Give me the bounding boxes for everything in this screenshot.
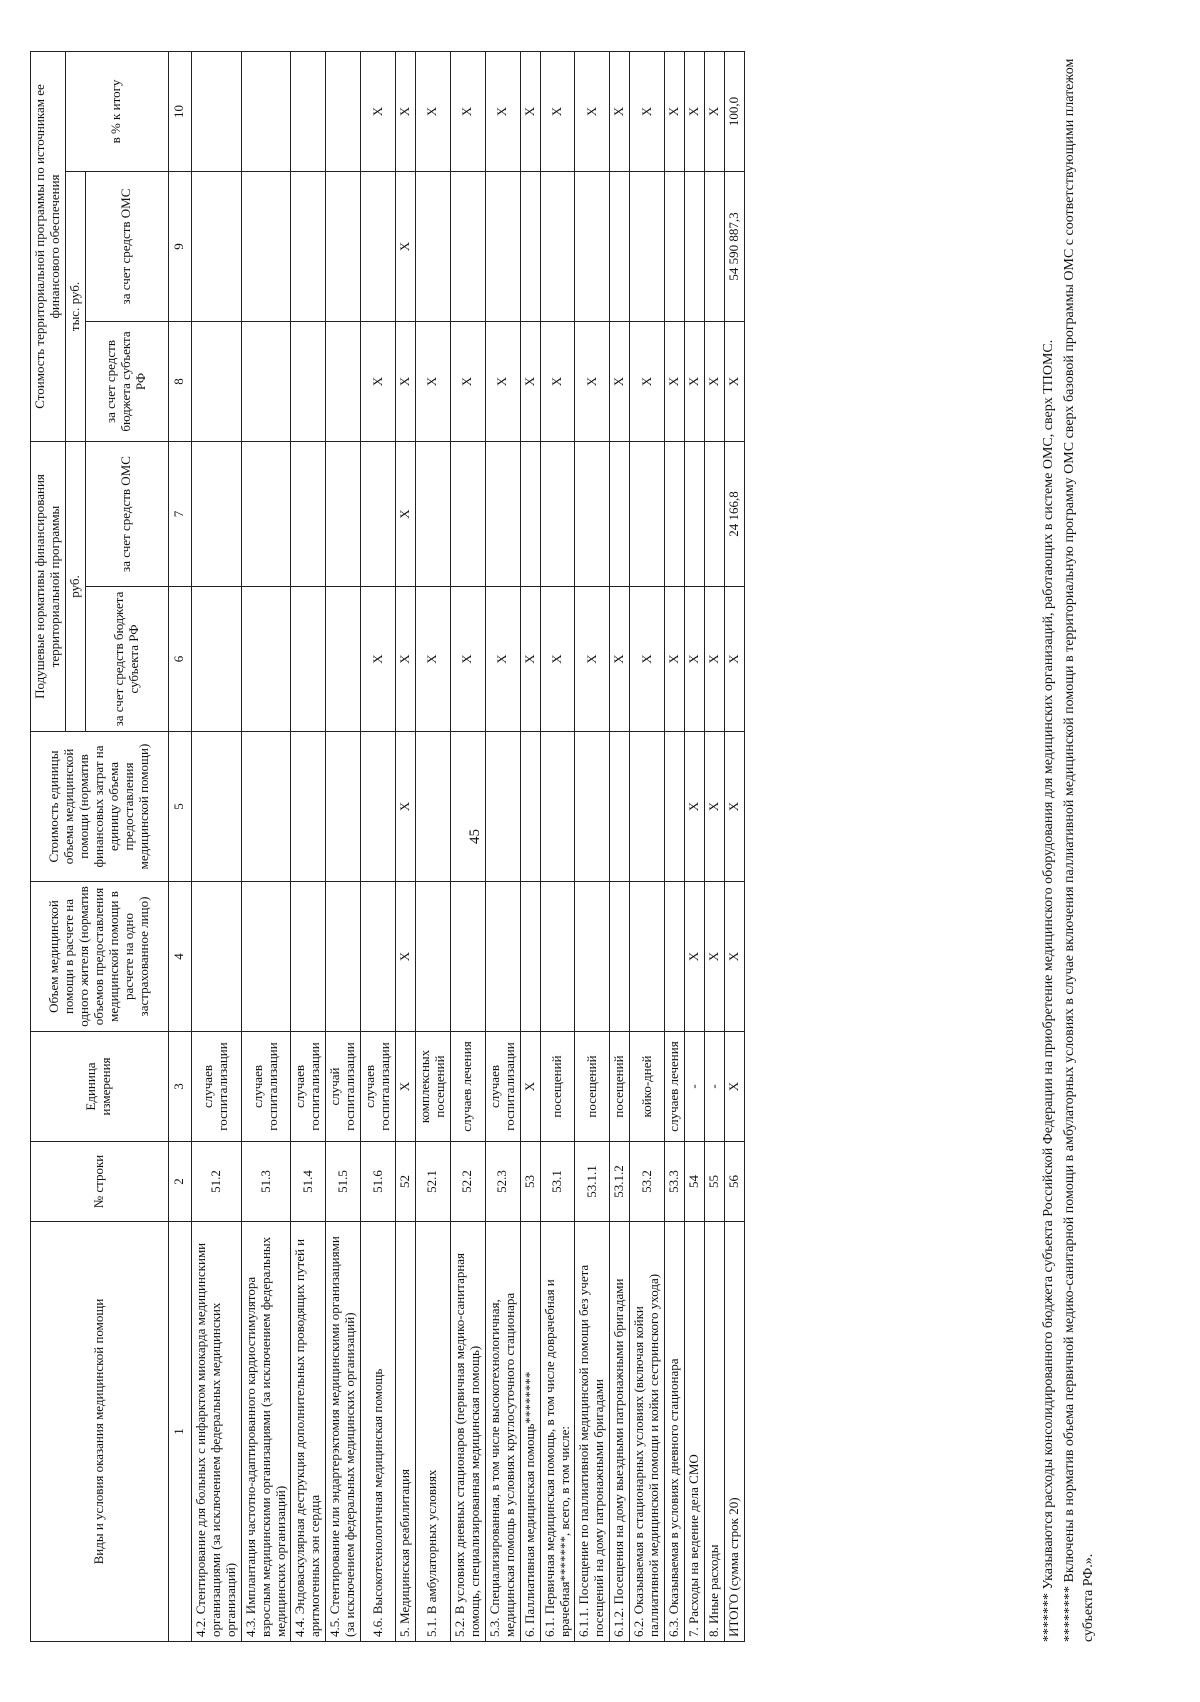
col-num: 1 (168, 1222, 191, 1642)
header-group-norms: Подушевые нормативы финансирования территориальной программы (31, 442, 66, 732)
table-row (610, 51, 630, 1641)
header-unit-trub: тыс. руб. (65, 172, 85, 442)
col-num: 10 (168, 51, 191, 171)
row-unit-cost (416, 732, 451, 882)
row-norm-oms (291, 442, 326, 587)
row-norm-budget: X (630, 587, 665, 732)
table-row (724, 51, 744, 1641)
row-norm-budget: X (705, 587, 725, 732)
col-num: 2 (168, 1142, 191, 1222)
row-unit: посещений (540, 1032, 575, 1142)
row-volume (450, 882, 485, 1032)
row-line-number: 53.1 (540, 1142, 575, 1222)
row-line-number: 53.3 (665, 1142, 685, 1222)
row-volume: X (396, 882, 416, 1032)
row-line-number: 53.1.2 (610, 1142, 630, 1222)
row-norm-budget (326, 587, 361, 732)
row-unit-cost (326, 732, 361, 882)
row-unit-cost (575, 732, 610, 882)
row-norm-oms (450, 442, 485, 587)
row-line-number: 51.6 (361, 1142, 396, 1222)
row-volume (485, 882, 520, 1032)
row-volume: X (724, 882, 744, 1032)
footnote: ******** Включены в норматив объема первичной медико-санитарной помощи в амбулаторных условиях в случае включения паллиативной медицинской помощи в территориальную программу ОМС сверх базовой программы ОМС с соответствующими платежом субъекта РФ.». (1061, 58, 1096, 1642)
row-percent: X (665, 51, 685, 171)
row-norm-budget (241, 587, 291, 732)
row-cost-oms (520, 172, 540, 322)
table-row (326, 51, 361, 1641)
row-line-number: 51.5 (326, 1142, 361, 1222)
row-percent: X (705, 51, 725, 171)
header-percent: в % к итогу (65, 51, 168, 171)
row-name: 6.1.1. Посещение по паллиативной медицинской помощи без учета посещений на дому патронажными бригадами (575, 1222, 610, 1642)
row-percent: X (575, 51, 610, 171)
row-norm-oms (520, 442, 540, 587)
header-types: Виды и условия оказания медицинской помощи (31, 1222, 169, 1642)
row-unit-cost (450, 732, 485, 882)
row-unit-cost (191, 732, 241, 882)
row-percent (326, 51, 361, 171)
row-line-number: 54 (685, 1142, 705, 1222)
row-percent: X (540, 51, 575, 171)
row-name: 7. Расходы на ведение дела СМО (685, 1222, 705, 1642)
table-container (30, 52, 745, 1642)
row-unit: комплексных посещений (416, 1032, 451, 1142)
header-unit: Единица измерения (31, 1032, 169, 1142)
row-volume: X (705, 882, 725, 1032)
row-norm-budget: X (610, 587, 630, 732)
row-line-number: 53.1.1 (575, 1142, 610, 1222)
row-cost-oms (485, 172, 520, 322)
row-cost-oms (361, 172, 396, 322)
row-line-number: 52 (396, 1142, 416, 1222)
row-norm-oms (665, 442, 685, 587)
col-num: 4 (168, 882, 191, 1032)
col-num: 9 (168, 172, 191, 322)
header-line-number: № строки (31, 1142, 169, 1222)
row-cost-budget: X (396, 322, 416, 442)
row-unit-cost (540, 732, 575, 882)
row-cost-oms (540, 172, 575, 322)
table-row (630, 51, 665, 1641)
table-row (291, 51, 326, 1641)
row-line-number: 51.2 (191, 1142, 241, 1222)
row-unit: случаев госпитализации (241, 1032, 291, 1142)
row-norm-budget: X (665, 587, 685, 732)
row-percent: X (520, 51, 540, 171)
row-name: 5.3. Специализированная, в том числе высокотехнологичная, медицинская помощь в условиях круглосуточного стационара (485, 1222, 520, 1642)
row-norm-oms (630, 442, 665, 587)
row-volume (191, 882, 241, 1032)
row-unit-cost (610, 732, 630, 882)
row-unit: X (724, 1032, 744, 1142)
row-unit-cost (665, 732, 685, 882)
row-norm-budget: X (396, 587, 416, 732)
row-percent: X (685, 51, 705, 171)
row-name: 6.2. Оказываемая в стационарных условиях (включая койки паллиативной медицинской помощи и койки сестринского ухода) (630, 1222, 665, 1642)
table-row (241, 51, 291, 1641)
row-unit: случаев госпитализации (361, 1032, 396, 1142)
row-unit-cost (291, 732, 326, 882)
row-unit: случаев лечения (450, 1032, 485, 1142)
row-line-number: 53 (520, 1142, 540, 1222)
row-volume (610, 882, 630, 1032)
row-volume (520, 882, 540, 1032)
row-percent: X (630, 51, 665, 171)
row-volume (665, 882, 685, 1032)
row-norm-oms (241, 442, 291, 587)
col-num: 3 (168, 1032, 191, 1142)
row-norm-budget: X (485, 587, 520, 732)
row-percent: X (396, 51, 416, 171)
row-unit: случаев госпитализации (291, 1032, 326, 1142)
row-name: 4.3. Имплантация частотно-адаптированного кардиостимулятора взрослым медицинскими организациями (за исключением федеральных медицинских организаций) (241, 1222, 291, 1642)
row-unit-cost (630, 732, 665, 882)
table-row (191, 51, 241, 1641)
col-num: 7 (168, 442, 191, 587)
page-number: 45 (467, 829, 483, 844)
row-cost-oms (630, 172, 665, 322)
row-line-number: 55 (705, 1142, 725, 1222)
header-group-cost: Стоимость территориальной программы по источникам ее финансового обеспечения (31, 51, 66, 441)
row-volume (241, 882, 291, 1032)
row-norm-oms (540, 442, 575, 587)
row-norm-budget (191, 587, 241, 732)
row-unit-cost: X (705, 732, 725, 882)
table-row (361, 51, 396, 1641)
row-norm-oms (575, 442, 610, 587)
row-volume (361, 882, 396, 1032)
row-norm-oms (685, 442, 705, 587)
row-percent: X (361, 51, 396, 171)
row-name: 6.1. Первичная медицинская помощь, в том числе доврачебная и врачебная*******, всего, в том числе: (540, 1222, 575, 1642)
row-unit-cost (520, 732, 540, 882)
table-row (520, 51, 540, 1641)
row-volume (416, 882, 451, 1032)
col-num: 8 (168, 322, 191, 442)
row-unit: случаев госпитализации (191, 1032, 241, 1142)
table-row (485, 51, 520, 1641)
row-line-number: 51.3 (241, 1142, 291, 1222)
row-norm-budget: X (361, 587, 396, 732)
row-line-number: 52.2 (450, 1142, 485, 1222)
row-unit-cost (241, 732, 291, 882)
row-line-number: 52.3 (485, 1142, 520, 1222)
row-norm-oms (361, 442, 396, 587)
row-norm-budget: X (685, 587, 705, 732)
row-name: 4.6. Высокотехнологичная медицинская помощь (361, 1222, 396, 1642)
row-name: 4.4. Эндоваскулярная деструкция дополнительных проводящих путей и аритмогенных зон сердца (291, 1222, 326, 1642)
row-name: 6.1.2. Посещения на дому выездными патронажными бригадами (610, 1222, 630, 1642)
row-norm-budget: X (575, 587, 610, 732)
table-row (450, 51, 485, 1641)
row-norm-budget: X (724, 587, 744, 732)
row-unit-cost: X (724, 732, 744, 882)
row-name: 6.3. Оказываемая в условиях дневного стационара (665, 1222, 685, 1642)
row-line-number: 52.1 (416, 1142, 451, 1222)
row-percent (241, 51, 291, 171)
row-unit-cost (485, 732, 520, 882)
row-line-number: 51.4 (291, 1142, 326, 1222)
row-cost-oms (291, 172, 326, 322)
row-cost-budget: X (520, 322, 540, 442)
row-cost-oms (191, 172, 241, 322)
header-volume: Объем медицинской помощи в расчете на одного жителя (норматив объемов предоставления медицинской помощи в расчете на одно застрахованное лицо) (31, 882, 169, 1032)
table-row (416, 51, 451, 1641)
row-volume (540, 882, 575, 1032)
row-line-number: 56 (724, 1142, 744, 1222)
row-cost-budget (191, 322, 241, 442)
row-cost-budget (326, 322, 361, 442)
table-row (575, 51, 610, 1641)
row-volume: X (685, 882, 705, 1032)
header-unit-rub: руб. (65, 442, 85, 732)
financing-table (30, 51, 745, 1642)
row-cost-oms (685, 172, 705, 322)
footnote: ******* Указываются расходы консолидированного бюджета субъекта Российской Федерации на приобретение медицинского оборудования для медицинских организаций, работающих в системе ОМС, сверх ТПОМС. (1041, 339, 1056, 1642)
row-cost-oms (450, 172, 485, 322)
header-norm-oms: за счет средств ОМС (85, 442, 168, 587)
row-cost-budget (241, 322, 291, 442)
row-name: 5. Медицинская реабилитация (396, 1222, 416, 1642)
row-cost-oms (665, 172, 685, 322)
col-num: 6 (168, 587, 191, 732)
row-norm-budget: X (416, 587, 451, 732)
row-unit: - (705, 1032, 725, 1142)
row-norm-oms (191, 442, 241, 587)
row-cost-oms (705, 172, 725, 322)
row-cost-oms: X (396, 172, 416, 322)
row-norm-budget: X (450, 587, 485, 732)
row-norm-oms: 24 166,8 (724, 442, 744, 587)
row-cost-budget: X (685, 322, 705, 442)
row-unit: случай госпитализации (326, 1032, 361, 1142)
row-volume (630, 882, 665, 1032)
header-unit-cost: Стоимость единицы объема медицинской помощи (норматив финансовых затрат на единицу объема предоставления медицинской помощи) (31, 732, 169, 882)
header-cost-oms: за счет средств ОМС (85, 172, 168, 322)
row-cost-oms (326, 172, 361, 322)
row-cost-budget: X (450, 322, 485, 442)
row-cost-oms (575, 172, 610, 322)
row-percent: X (416, 51, 451, 171)
row-unit-cost: X (685, 732, 705, 882)
header-cost-budget: за счет средств бюджета субъекта РФ (85, 322, 168, 442)
row-norm-oms (326, 442, 361, 587)
row-name: 4.2. Стентирование для больных с инфарктом миокарда медицинскими организациями (за исключением федеральных медицинских организаций) (191, 1222, 241, 1642)
header-norm-budget: за счет средств бюджета субъекта РФ (85, 587, 168, 732)
row-unit: случаев госпитализации (485, 1032, 520, 1142)
row-norm-budget (291, 587, 326, 732)
row-cost-budget: X (630, 322, 665, 442)
row-unit: посещений (575, 1032, 610, 1142)
row-unit: X (396, 1032, 416, 1142)
row-volume (326, 882, 361, 1032)
row-name: ИТОГО (сумма строк 20) (724, 1222, 744, 1642)
row-percent: 100,0 (724, 51, 744, 171)
row-volume (291, 882, 326, 1032)
row-volume (575, 882, 610, 1032)
row-cost-oms (416, 172, 451, 322)
row-cost-budget: X (665, 322, 685, 442)
row-name: 5.2. В условиях дневных стационаров (первичная медико-санитарная помощь, специализированная медицинская помощь) (450, 1222, 485, 1642)
row-percent: X (610, 51, 630, 171)
row-name: 5.1. В амбулаторных условиях (416, 1222, 451, 1642)
header-row-1 (31, 51, 66, 1641)
row-norm-budget: X (520, 587, 540, 732)
table-row (685, 51, 705, 1641)
row-line-number: 53.2 (630, 1142, 665, 1222)
table-row (705, 51, 725, 1641)
row-unit: случаев лечения (665, 1032, 685, 1142)
table-body (191, 51, 744, 1641)
row-cost-budget: X (724, 322, 744, 442)
column-numbers-row (168, 51, 191, 1641)
row-cost-oms (241, 172, 291, 322)
row-cost-oms: 54 590 887,3 (724, 172, 744, 322)
row-norm-oms (416, 442, 451, 587)
row-unit: койко-дней (630, 1032, 665, 1142)
row-unit: посещений (610, 1032, 630, 1142)
row-cost-budget (291, 322, 326, 442)
row-norm-oms (485, 442, 520, 587)
footnotes (1040, 52, 1101, 1642)
col-num: 5 (168, 732, 191, 882)
row-percent (191, 51, 241, 171)
table-row (396, 51, 416, 1641)
row-cost-budget: X (416, 322, 451, 442)
row-cost-budget: X (575, 322, 610, 442)
table-row (665, 51, 685, 1641)
row-unit-cost (361, 732, 396, 882)
row-unit-cost: X (396, 732, 416, 882)
row-cost-budget: X (361, 322, 396, 442)
row-norm-oms (705, 442, 725, 587)
row-norm-oms: X (396, 442, 416, 587)
row-percent (291, 51, 326, 171)
row-norm-budget: X (540, 587, 575, 732)
row-unit: - (685, 1032, 705, 1142)
row-cost-budget: X (485, 322, 520, 442)
row-cost-budget: X (610, 322, 630, 442)
row-name: 4.5. Стентирование или эндартерэктомия медицинскими организациями (за исключением федеральных медицинских организаций) (326, 1222, 361, 1642)
row-percent: X (450, 51, 485, 171)
row-name: 8. Иные расходы (705, 1222, 725, 1642)
row-name: 6. Паллиативная медицинская помощь******** (520, 1222, 540, 1642)
table-row (540, 51, 575, 1641)
row-norm-oms (610, 442, 630, 587)
row-percent: X (485, 51, 520, 171)
row-cost-oms (610, 172, 630, 322)
row-cost-budget: X (705, 322, 725, 442)
row-unit: X (520, 1032, 540, 1142)
row-cost-budget: X (540, 322, 575, 442)
